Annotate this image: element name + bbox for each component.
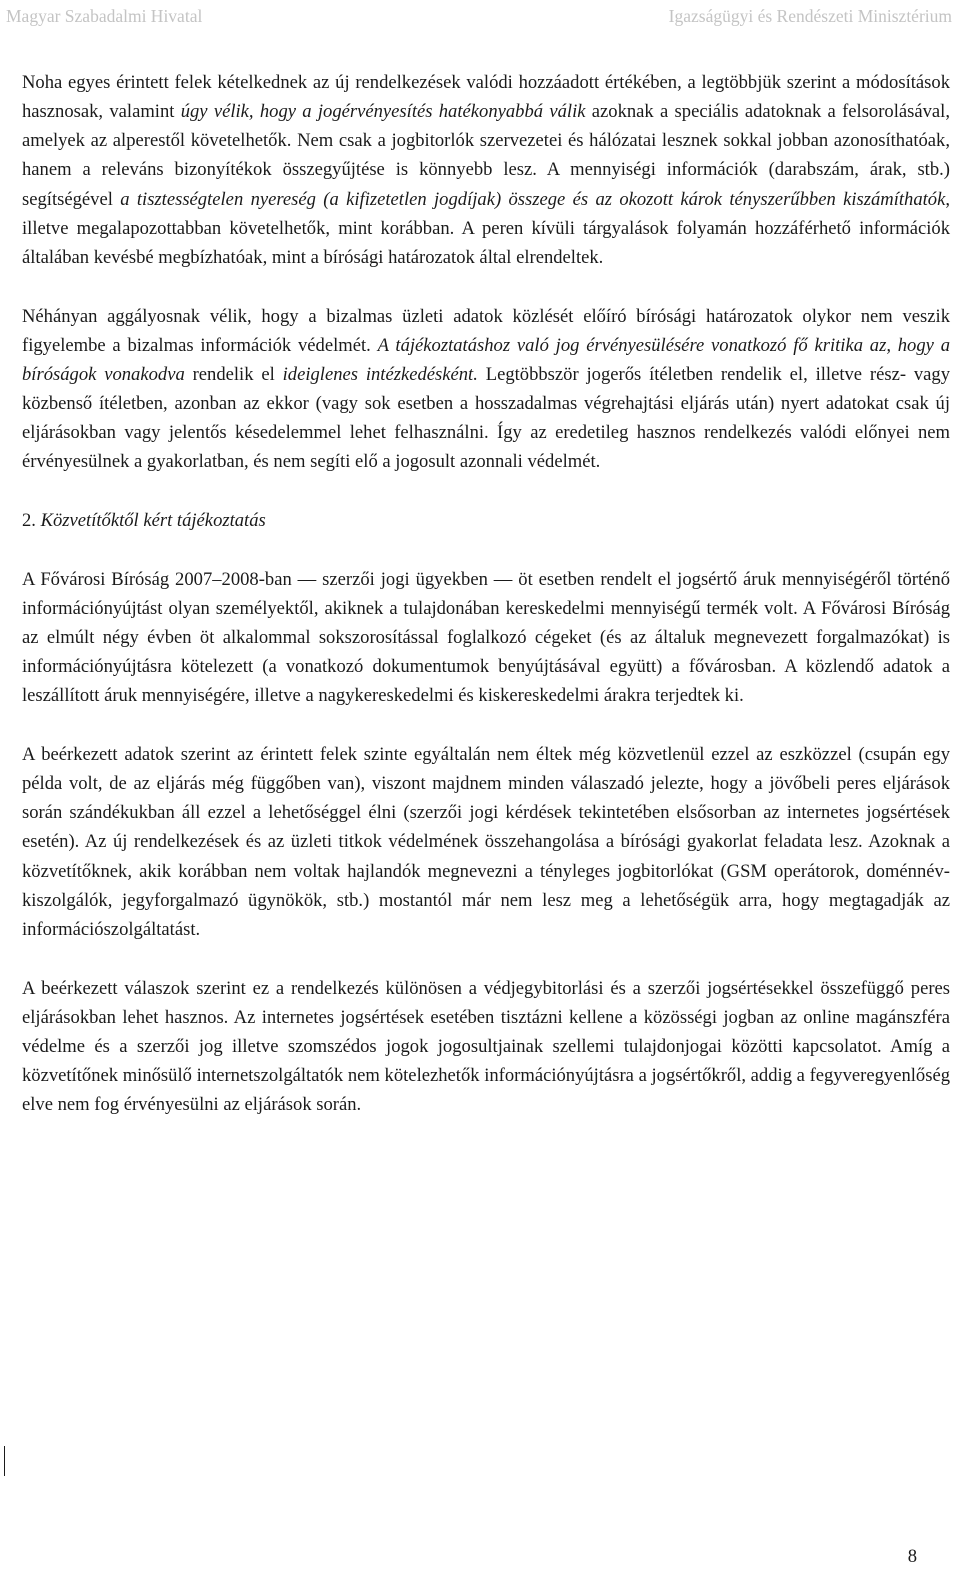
paragraph-2-text-c: Legtöbbször jogerős ítéletben rendelik el, illetve rész- vagy közbenső ítéletben, azonban az ekkor (vagy sok esetben a hosszadalmas végrehajtási eljárás után) nyert adatokat csak új eljárásokban vagy jelentős késedelemmel lehet felhasználni. Így az eredetileg hasznos rendelkezés valódi előnyei nem érvényesülnek a gyakorlatban, és nem segíti elő a jogosult azonnali védelmét.	[22, 363, 950, 473]
paragraph-2-italic-a: A tájékoztatáshoz való jog érvényesülésére vonatkozó fő kritika az, hogy a bíróságok vonakodva	[22, 334, 950, 385]
change-bar	[4, 1446, 5, 1476]
paragraph-1	[22, 68, 950, 272]
section-number: 2.	[22, 510, 36, 532]
paragraph-2-italic-b: ideiglenes intézkedésként.	[282, 363, 478, 385]
header-right: Igazságügyi és Rendészeti Minisztérium	[668, 6, 952, 26]
page-header	[0, 6, 960, 34]
paragraph-2-text-b: rendelik el	[184, 363, 283, 385]
paragraph-5: A beérkezett válaszok szerint ez a rendelkezés különösen a védjegybitorlási és a szerzői jogsértésekkel összefüggő peres eljárásokban lehet hasznos. Az internetes jogsértések esetében tisztázni kellene a közösségi jogban az online magánszféra védelme és a szerzői jog illetve szomszédos jogok jogosultjainak szellemi tulajdonjogai közötti kapcsolatot. Amíg a közvetítőnek minősülő internetszolgáltatók nem kötelezhetők információnyújtásra a jogsértőkről, addig a fegyveregyenlőség elve nem fog érvényesülni az eljárások során.	[22, 977, 950, 1116]
paragraph-1-italic-a: úgy vélik, hogy a jogérvényesítés hatékonyabbá válik	[180, 101, 586, 123]
paragraph-2	[22, 302, 950, 477]
paragraph-4: A beérkezett adatok szerint az érintett felek szinte egyáltalán nem éltek még közvetlenül ezzel az eszközzel (csupán egy példa volt, de az eljárás még függőben van), viszont majdnem minden válaszadó jelezte, hogy a jövőbeli peres eljárások során szándékukban áll ezzel a lehetőséggel élni (szerzői jogi kérdések tekintetében elsősorban az internetes jogsértések esetén). Az új rendelkezések és az üzleti titkok védelmének összehangolása a bírósági gyakorlat feladata lesz. Azoknak a közvetítőknek, akik korábban nem voltak hajlandók megnevezni a tényleges jogbitorlókat (GSM operátorok, doménnév-kiszolgálók, jegyforgalmazó ügynökök, stb.) mostantól már nem lesz meg a lehetőségük arra, hogy megtagadják az információszolgáltatást.	[22, 743, 950, 940]
paragraph-3: A Fővárosi Bíróság 2007–2008-ban — szerzői jogi ügyekben — öt esetben rendelt el jogsértő áruk mennyiségéről történő információnyújtást olyan személyektől, akiknek a tulajdonában kereskedelmi mennyiségű termék volt. A Fővárosi Bíróság az elmúlt négy évben öt alkalommal sokszorosítással foglalkozó cégeket (és az általuk megnevezett forgalmazókat) is információnyújtásra kötelezett (a vonatkozó dokumentumok benyújtásával együtt) a fővárosban. A közlendő adatok a leszállított áruk mennyiségére, illetve a nagykereskedelmi és kiskereskedelmi árakra terjedtek ki.	[22, 568, 950, 707]
header-left: Magyar Szabadalmi Hivatal	[6, 6, 203, 26]
section-title: Közvetítőktől kért tájékoztatás	[40, 510, 266, 532]
paragraph-1-text-b: azoknak a speciális adatoknak a felsorolásával, amelyek az alperestől követelhetők. Nem csak a jogbitorlók szervezetei és hálózatai lesznek sokkal jobban azonosíthatóak, hanem a releváns bizonyítékok összegyűjtése is könnyebb lesz. A mennyiségi információk (darabszám, árak, stb.) segítségével	[22, 101, 950, 210]
paragraph-1-italic-b: a tisztességtelen nyereség (a kifizetetlen jogdíjak) összege és az okozott károk tényszerűbben kiszámíthatók	[120, 188, 946, 210]
paragraph-2-text-a: Néhányan aggályosnak vélik, hogy a bizalmas üzleti adatok közlését előíró bírósági határozatok olykor nem veszik figyelembe a bizalmas információk védelmét.	[22, 305, 950, 356]
section-heading	[22, 506, 950, 535]
document-body	[22, 68, 950, 1119]
paragraph-1-text-a: Noha egyes érintett felek kételkednek az új rendelkezések valódi hozzáadott értékében, a legtöbbjük szerint a módosítások hasznosak, valamint	[22, 72, 950, 123]
page-number: 8	[907, 1546, 917, 1567]
paragraph-1-text-c: , illetve megalapozottabban követelhetők, mint korábban. A peren kívüli tárgyalások folyamán hozzáférhető információk általában kevésbé megbízhatóak, mint a bírósági határozatok által elrendeltek.	[22, 188, 950, 268]
